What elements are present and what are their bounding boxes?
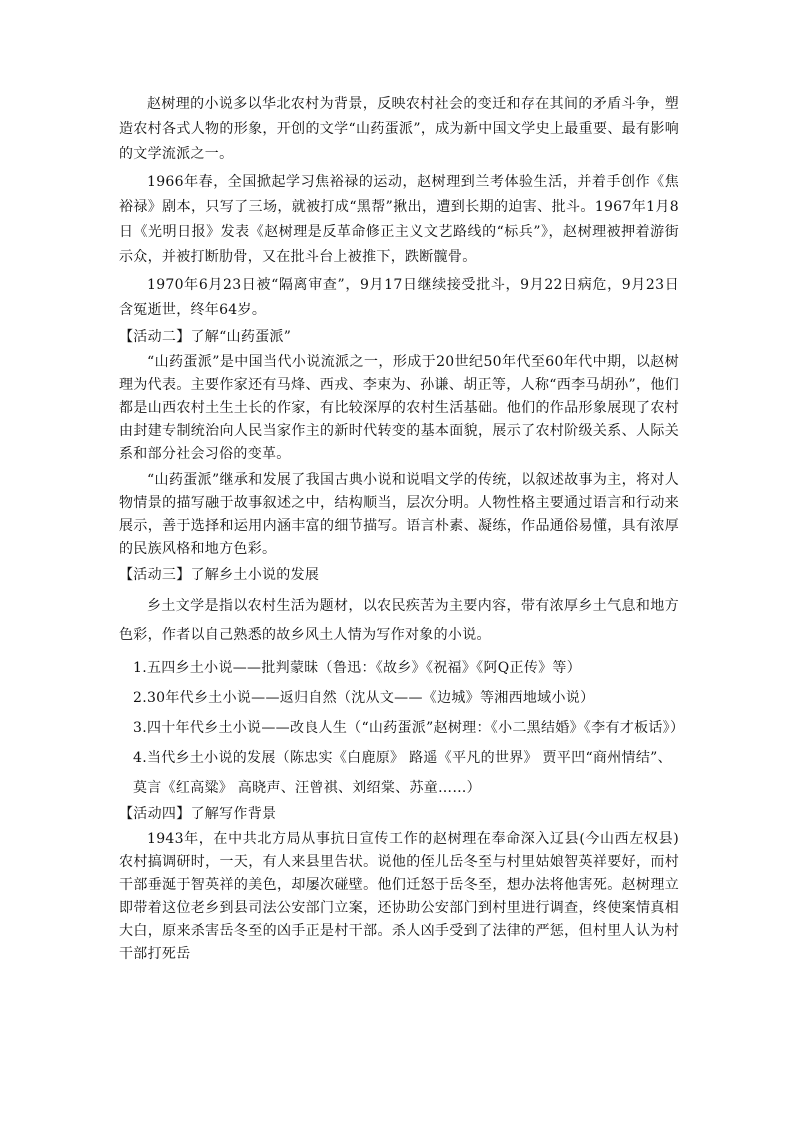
list-item-3: 3.四十年代乡土小说——改良人生（“山药蛋派”赵树理：《小二黑结婚》《李有才板话》） — [133, 720, 685, 736]
activity-2-paragraph-2: “山药蛋派”继承和发展了我国古典小说和说唱文学的传统，以叙述故事为主，将对人物情景的描写融于故事叙述之中，结构顺当，层次分明。人物性格主要通过语言和行动来展示，善于选择和运用内涵丰富的细节描写。语言朴素、凝练，作品通俗易懂，具有浓厚的民族风格和地方色彩。 — [119, 472, 679, 557]
list-item-2: 2.30年代乡土小说——返归自然（沈从文——《边城》等湘西地域小说） — [133, 690, 595, 706]
activity-2-paragraph-1: “山药蛋派”是中国当代小说流派之一，形成于20世纪50年代至60年代中期，以赵树理为代表。主要作家还有马烽、西戎、李束为、孙谦、胡正等，人称“西李马胡孙”，他们都是山西农村土生土长的作家，有比较深厚的农村生活基础。他们的作品形象展现了农村由封建专制统治向人民当家作主的新时代转变的基本面貌，展示了农村阶级关系、人际关系和部分社会习俗的变革。 — [119, 354, 679, 462]
activity-4-heading: 【活动四】了解写作背景 — [119, 806, 277, 822]
intro-paragraph-3: 1970年6月23日被“隔离审查”，9月17日继续接受批斗，9月22日病危，9月23日含冤逝世，终年64岁。 — [119, 277, 679, 318]
activity-4-paragraph-1: 1943年，在中共北方局从事抗日宣传工作的赵树理在奉命深入辽县(今山西左权县)农村搞调研时，一天，有人来县里告状。说他的侄儿岳冬至与村里姑娘智英祥要好，而村干部垂涎于智英祥的美色，却屡次碰壁。他们迁怒于岳冬至，想办法将他害死。赵树理立即带着这位老乡到县司法公安部门立案，还协助公安部门到村里进行调查，终使案情真相大白，原来杀害岳冬至的凶手正是村干部。杀人凶手受到了法律的严惩，但村里人认为村干部打死岳 — [119, 831, 679, 962]
document-page — [119, 92, 685, 966]
activity-3-heading: 【活动三】了解乡土小说的发展 — [119, 567, 320, 583]
intro-paragraph-2: 1966年春，全国掀起学习焦裕禄的运动，赵树理到兰考体验生活，并着手创作《焦裕禄》剧本，只写了三场，就被打成“黑帮”揪出，遭到长期的迫害、批斗。1967年1月8日《光明日报》发表《赵树理是反革命修正主义文艺路线的“标兵”》，赵树理被押着游街示众，并被打断肋骨，又在批斗台上被推下，跌断髋骨。 — [119, 174, 679, 265]
list-item-4: 4.当代乡土小说的发展（陈忠实《白鹿原》 路遥《平凡的世界》 贾平凹“商州情结”、莫言《红高粱》 高晓声、汪曾祺、刘绍棠、苏童……） — [133, 750, 672, 796]
activity-3-paragraph-1: 乡土文学是指以农村生活为题材，以农民疾苦为主要内容，带有浓厚乡土气息和地方色彩，作者以自己熟悉的故乡风土人情为写作对象的小说。 — [119, 598, 679, 643]
activity-2-heading: 【活动二】了解“山药蛋派” — [119, 329, 292, 345]
list-item-1: 1.五四乡土小说——批判蒙昧（鲁迅：《故乡》《祝福》《阿Q正传》等） — [133, 660, 582, 676]
intro-paragraph-1: 赵树理的小说多以华北农村为背景，反映农村社会的变迁和存在其间的矛盾斗争，塑造农村各式人物的形象，开创的文学“山药蛋派”，成为新中国文学史上最重要、最有影响的文学流派之一。 — [119, 96, 679, 162]
